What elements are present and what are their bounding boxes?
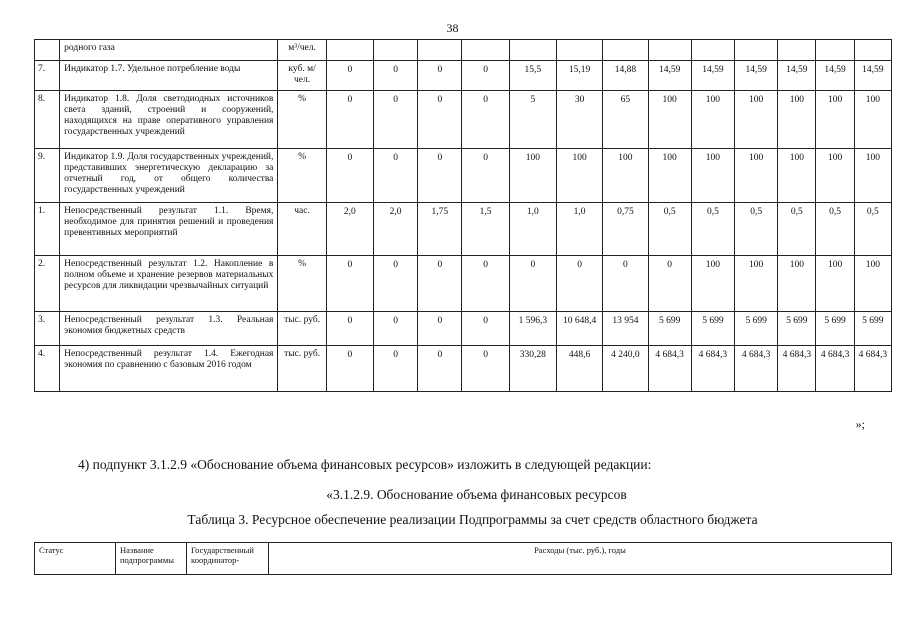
value-cell: 5 699: [778, 312, 816, 346]
value-cell: 100: [735, 91, 778, 149]
value-cell: [854, 40, 891, 61]
value-cell: [556, 40, 602, 61]
value-cell: 0: [373, 61, 417, 91]
value-cell: 100: [778, 149, 816, 203]
value-cell: 0: [326, 61, 373, 91]
value-cell: 14,59: [854, 61, 891, 91]
value-cell: [418, 40, 462, 61]
table-row: [35, 40, 892, 61]
value-cell: 100: [816, 256, 854, 312]
table-row: [35, 256, 892, 312]
row-number: [35, 40, 60, 61]
value-cell: 4 684,3: [691, 346, 734, 392]
unit-cell: час.: [278, 203, 326, 256]
value-cell: 0: [373, 149, 417, 203]
value-cell: 0: [603, 256, 648, 312]
value-cell: 1,0: [556, 203, 602, 256]
table-header-row: [35, 543, 892, 575]
value-cell: [648, 40, 691, 61]
value-cell: 0: [648, 256, 691, 312]
table3-caption: Таблица 3. Ресурсное обеспечение реализации Подпрограммы за счет средств областного бюджета: [187, 512, 758, 527]
value-cell: [326, 40, 373, 61]
value-cell: 0: [462, 91, 509, 149]
table-row: [35, 149, 892, 203]
value-cell: 100: [778, 256, 816, 312]
value-cell: 0,5: [778, 203, 816, 256]
value-cell: 0: [326, 91, 373, 149]
value-cell: 5 699: [735, 312, 778, 346]
page-number: 38: [446, 21, 459, 35]
value-cell: 100: [509, 149, 556, 203]
value-cell: 100: [648, 149, 691, 203]
value-cell: 1,5: [462, 203, 509, 256]
value-cell: 100: [691, 256, 734, 312]
row-number: 1.: [35, 203, 60, 256]
value-cell: 100: [556, 149, 602, 203]
value-cell: 14,59: [735, 61, 778, 91]
section-heading: «3.1.2.9. Обоснование объема финансовых ресурсов: [326, 487, 627, 502]
value-cell: 14,88: [603, 61, 648, 91]
value-cell: 0: [418, 61, 462, 91]
indicator-name: Непосредственный результат 1.1. Время, необходимое для принятия решений и проведения превентивных мероприятий: [60, 203, 278, 256]
value-cell: [603, 40, 648, 61]
value-cell: 100: [854, 149, 891, 203]
unit-cell: %: [278, 91, 326, 149]
value-cell: 14,59: [816, 61, 854, 91]
header-status: Статус: [35, 543, 116, 575]
value-cell: [816, 40, 854, 61]
indicator-name: Непосредственный результат 1.2. Накопление в полном объеме и хранение резервов материальных ресурсов для ликвидации чрезвычайных ситуаций: [60, 256, 278, 312]
value-cell: 100: [603, 149, 648, 203]
value-cell: 0: [418, 346, 462, 392]
table-row: [35, 346, 892, 392]
value-cell: 0: [326, 312, 373, 346]
value-cell: 4 684,3: [648, 346, 691, 392]
value-cell: 0: [509, 256, 556, 312]
indicator-name: Индикатор 1.8. Доля светодиодных источников света зданий, строений и сооружений, находящихся на праве оперативного управления государственных учреждений: [60, 91, 278, 149]
value-cell: 0: [373, 91, 417, 149]
value-cell: 0: [418, 149, 462, 203]
value-cell: 0,5: [735, 203, 778, 256]
value-cell: 4 684,3: [854, 346, 891, 392]
value-cell: 0,5: [691, 203, 734, 256]
value-cell: 100: [854, 256, 891, 312]
value-cell: [735, 40, 778, 61]
value-cell: 100: [735, 256, 778, 312]
value-cell: 30: [556, 91, 602, 149]
unit-cell: м³/чел.: [278, 40, 326, 61]
indicator-name: Непосредственный результат 1.3. Реальная экономия бюджетных средств: [60, 312, 278, 346]
value-cell: 330,28: [509, 346, 556, 392]
table-row: [35, 203, 892, 256]
value-cell: 4 684,3: [778, 346, 816, 392]
unit-cell: тыс. руб.: [278, 312, 326, 346]
row-number: 4.: [35, 346, 60, 392]
value-cell: 0: [462, 312, 509, 346]
indicator-name: Индикатор 1.9. Доля государственных учреждений, представивших энергетическую декларацию за отчетный год, от общего количества государственных учреждений: [60, 149, 278, 203]
value-cell: 14,59: [648, 61, 691, 91]
resources-table: [34, 542, 892, 575]
row-number: 8.: [35, 91, 60, 149]
unit-cell: куб. м/чел.: [278, 61, 326, 91]
row-number: 7.: [35, 61, 60, 91]
value-cell: 0,75: [603, 203, 648, 256]
value-cell: 5 699: [854, 312, 891, 346]
closing-quote: »;: [855, 417, 865, 431]
table-row: [35, 61, 892, 91]
header-expenses: Расходы (тыс. руб.), годы: [269, 543, 892, 575]
indicator-name: Индикатор 1.7. Удельное потребление воды: [60, 61, 278, 91]
value-cell: 100: [735, 149, 778, 203]
value-cell: 100: [648, 91, 691, 149]
value-cell: 0: [418, 256, 462, 312]
table-row: [35, 312, 892, 346]
value-cell: 100: [691, 149, 734, 203]
row-number: 2.: [35, 256, 60, 312]
value-cell: 0,5: [648, 203, 691, 256]
value-cell: [509, 40, 556, 61]
unit-cell: тыс. руб.: [278, 346, 326, 392]
value-cell: 4 684,3: [816, 346, 854, 392]
value-cell: 14,59: [691, 61, 734, 91]
value-cell: 1,75: [418, 203, 462, 256]
value-cell: 5 699: [816, 312, 854, 346]
paragraph-4: 4) подпункт 3.1.2.9 «Обоснование объема финансовых ресурсов» изложить в следующей редакции:: [78, 457, 652, 472]
value-cell: 0: [373, 346, 417, 392]
value-cell: 2,0: [326, 203, 373, 256]
indicator-name: родного газа: [60, 40, 278, 61]
value-cell: 0: [373, 256, 417, 312]
value-cell: 1,0: [509, 203, 556, 256]
value-cell: 5 699: [691, 312, 734, 346]
value-cell: 100: [854, 91, 891, 149]
value-cell: 0: [556, 256, 602, 312]
unit-cell: %: [278, 256, 326, 312]
row-number: 9.: [35, 149, 60, 203]
value-cell: [373, 40, 417, 61]
value-cell: 0: [462, 149, 509, 203]
value-cell: 1 596,3: [509, 312, 556, 346]
value-cell: 5: [509, 91, 556, 149]
value-cell: 0: [373, 312, 417, 346]
value-cell: [778, 40, 816, 61]
table-row: [35, 91, 892, 149]
indicators-table: [34, 39, 892, 392]
value-cell: 15,5: [509, 61, 556, 91]
value-cell: 100: [816, 149, 854, 203]
value-cell: 0: [462, 346, 509, 392]
value-cell: 4 240,0: [603, 346, 648, 392]
value-cell: [462, 40, 509, 61]
value-cell: 0: [418, 91, 462, 149]
value-cell: 5 699: [648, 312, 691, 346]
value-cell: 100: [691, 91, 734, 149]
value-cell: [691, 40, 734, 61]
value-cell: 2,0: [373, 203, 417, 256]
value-cell: 4 684,3: [735, 346, 778, 392]
value-cell: 100: [816, 91, 854, 149]
header-subprogram-name: Название подпрограммы: [116, 543, 187, 575]
value-cell: 0: [326, 149, 373, 203]
header-coordinator: Государственный координатор-: [187, 543, 269, 575]
value-cell: 10 648,4: [556, 312, 602, 346]
value-cell: 14,59: [778, 61, 816, 91]
value-cell: 0: [462, 256, 509, 312]
value-cell: 0: [326, 256, 373, 312]
value-cell: 448,6: [556, 346, 602, 392]
value-cell: 0: [326, 346, 373, 392]
value-cell: 0: [418, 312, 462, 346]
value-cell: 15,19: [556, 61, 602, 91]
value-cell: 13 954: [603, 312, 648, 346]
value-cell: 65: [603, 91, 648, 149]
row-number: 3.: [35, 312, 60, 346]
unit-cell: %: [278, 149, 326, 203]
value-cell: 0,5: [854, 203, 891, 256]
value-cell: 0,5: [816, 203, 854, 256]
value-cell: 100: [778, 91, 816, 149]
value-cell: 0: [462, 61, 509, 91]
indicator-name: Непосредственный результат 1.4. Ежегодная экономия по сравнению с базовым 2016 годом: [60, 346, 278, 392]
